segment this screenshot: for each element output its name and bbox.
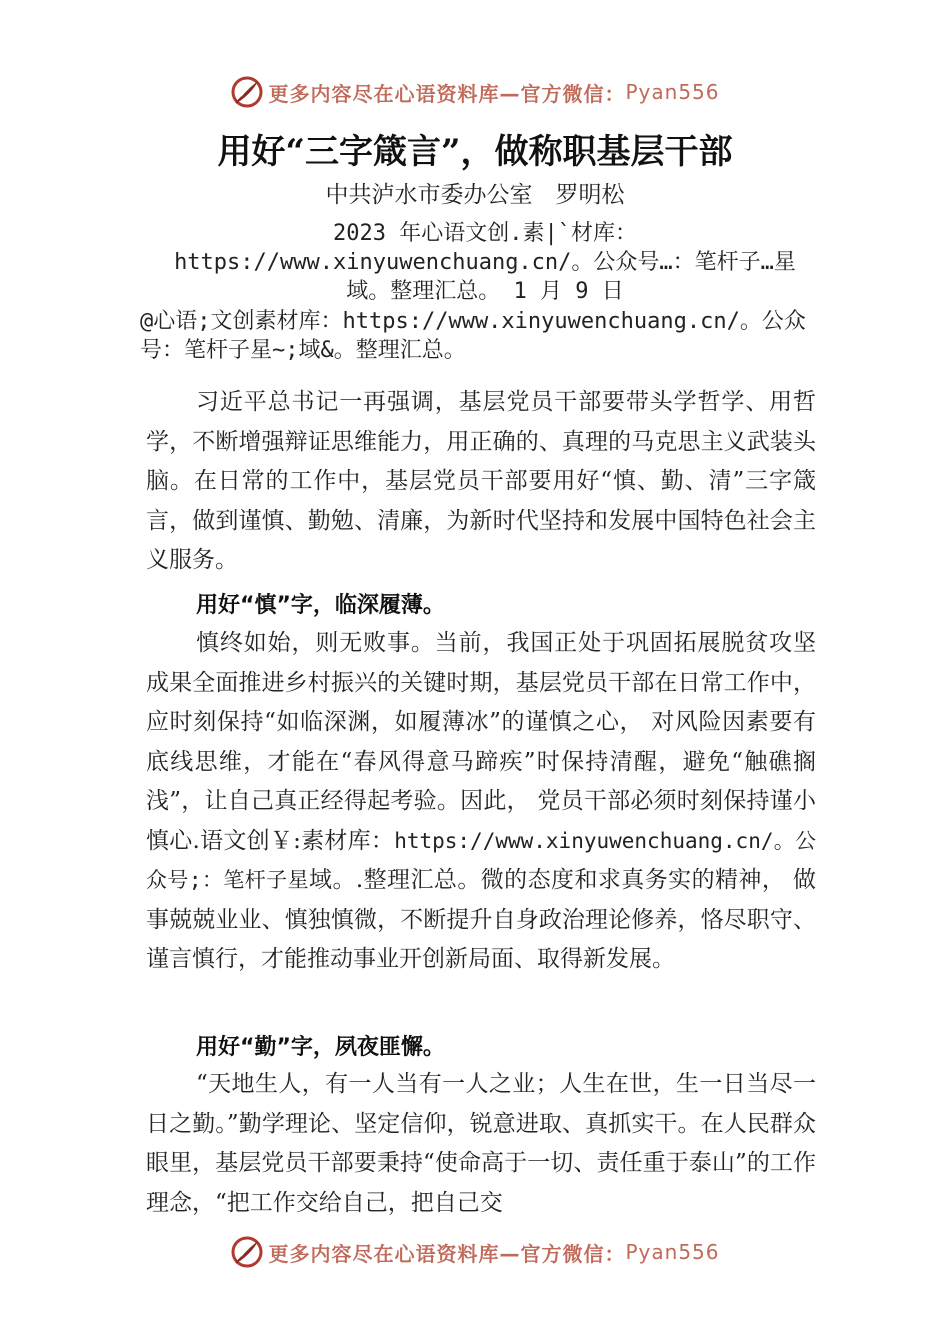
paragraph-url: https://www.xinyuwenchuang.cn/。公众号;：笔杆子星 [146, 828, 816, 892]
author-line: 中共泸水市委办公室 罗明松 [325, 182, 625, 208]
paragraph-qin: “天地生人，有一人当有一人之业；人生在世，生一日当尽一日之勤。”勤学理论、坚定信仰，锐意进取、真抓实干。在人民群众眼里，基层党员干部要秉持“使命高于一切、责任重于泰山”的工作理念，“把工作交给自己，把自己交 [146, 1071, 816, 1216]
meta-line: 域。整理汇总。 1 月 9 日 [346, 279, 624, 304]
footer-banner [0, 1232, 950, 1272]
header-banner [0, 72, 950, 112]
meta-line: 2023 年心语文创.素|`材库： [333, 221, 637, 246]
paragraph-text: 域。.整理汇总。微的态度和求真务实的精神， 做事兢兢业业、慎独慎微，不断提升自身政治理论修养，恪尽职守、谨言慎行，才能推动事业开创新局面、取得新发展。 [146, 867, 816, 972]
meta-block-1 [140, 219, 830, 306]
meta-block-2 [140, 307, 830, 365]
section-heading-shen: 用好“慎”字，临深履薄。 [196, 593, 445, 618]
banner-text: 更多内容尽在心语资料库—官方微信： [268, 81, 626, 106]
banner-text: 更多内容尽在心语资料库—官方微信： [268, 1241, 626, 1266]
document-title: 用好“三字箴言”，做称职基层干部 [217, 132, 733, 172]
feather-logo-icon [230, 1235, 264, 1269]
meta-line: https://www.xinyuwenchuang.cn/。公众号…：笔杆子…星 [174, 250, 796, 275]
meta-line: 号：笔杆子星~;域&。整理汇总。 [140, 338, 466, 363]
section-heading-qin: 用好“勤”字，夙夜匪懈。 [196, 1035, 445, 1060]
banner-wechat-id: Pyan556 [625, 1240, 720, 1264]
feather-logo-icon [230, 75, 264, 109]
meta-line: @心语;文创素材库：https://www.xinyuwenchuang.cn/。公众 [140, 309, 806, 334]
banner-wechat-id: Pyan556 [625, 80, 720, 104]
paragraph-intro: 习近平总书记一再强调，基层党员干部要带头学哲学、用哲学，不断增强辩证思维能力，用正确的、真理的马克思主义武装头脑。在日常的工作中，基层党员干部要用好“慎、勤、清”三字箴言，做到谨慎、勤勉、清廉，为新时代坚持和发展中国特色社会主义服务。 [146, 389, 816, 573]
paragraph-text: 慎终如始，则无败事。当前，我国正处于巩固拓展脱贫攻坚成果全面推进乡村振兴的关键时期，基层党员干部在日常工作中，应时刻保持“如临深渊，如履薄冰”的谨慎之心， 对风险因素要有底线思维，才能在“春风得意马蹄疾”时保持清醒，避免“触礁搁浅”，让自己真正经得起考验。因此， 党员干部必须时刻保持谨小慎心.语文创￥:素材库： [146, 630, 816, 854]
paragraph-shen [146, 624, 816, 980]
